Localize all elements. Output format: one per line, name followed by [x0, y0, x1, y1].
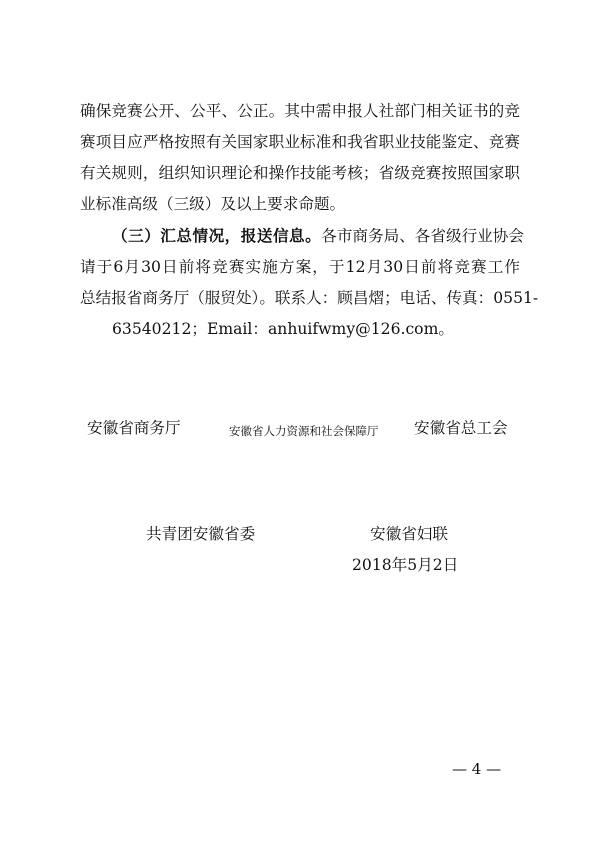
- paragraph-line: 确保竞赛公开、公平、公正。其中需申报人社部门相关证书的竞: [80, 102, 520, 120]
- issue-date: 2018年5月2日: [352, 556, 459, 574]
- paragraph-line: 总结报省商务厅（服贸处）。联系人：顾昌熠；电话、传真：0551-: [80, 289, 539, 307]
- section-line: [112, 226, 524, 246]
- paragraph-line: 请于6月30日前将竞赛实施方案，于12月30日前将竞赛工作: [80, 258, 520, 276]
- section-text: 各市商务局、各省级行业协会: [321, 227, 524, 245]
- paragraph-line: 有关规则，组织知识理论和操作技能考核；省级竞赛按照国家职: [80, 164, 520, 182]
- signatory-hrss: 安徽省人力资源和社会保障厅: [229, 424, 379, 438]
- signatory-youth-league: 共青团安徽省委: [146, 525, 256, 543]
- section-heading: （三）汇总情况，报送信息。: [112, 227, 322, 245]
- page-number: — 4 —: [452, 760, 502, 778]
- contact-line: 63540212；Email：anhuifwmy@126.com。: [112, 320, 454, 338]
- signatory-union: 安徽省总工会: [414, 419, 508, 437]
- paragraph-line: 赛项目应严格按照有关国家职业标准和我省职业技能鉴定、竞赛: [80, 133, 520, 151]
- signatory-commerce: 安徽省商务厅: [87, 419, 181, 437]
- signatory-women-federation: 安徽省妇联: [370, 525, 448, 543]
- paragraph-line: 业标准高级（三级）及以上要求命题。: [80, 195, 346, 213]
